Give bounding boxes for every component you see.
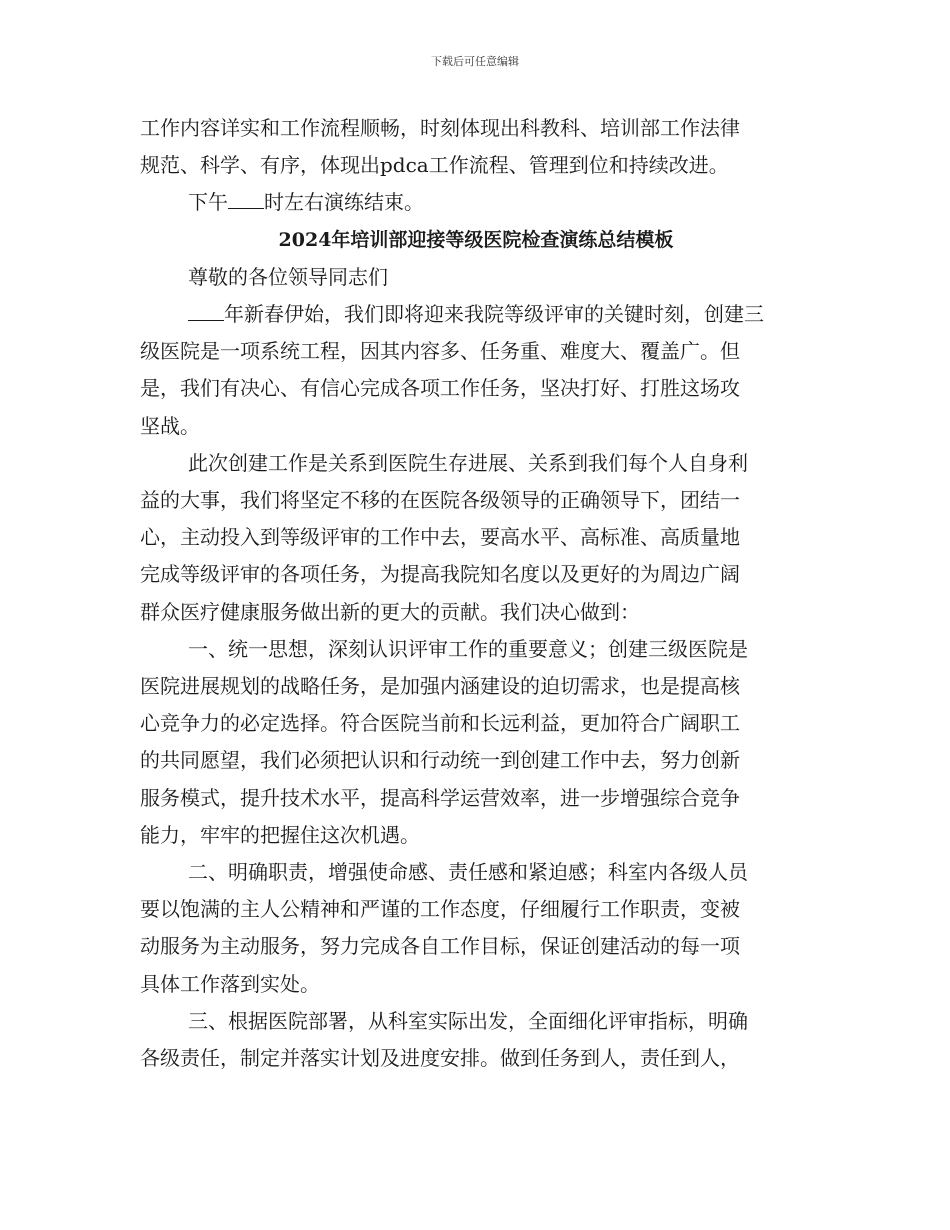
afternoon-line bbox=[140, 184, 812, 221]
fill-in-blank bbox=[188, 302, 224, 321]
text-line: 完成等级评审的各项任务，为提高我院知名度以及更好的为周边广阔 bbox=[140, 562, 740, 587]
text-fragment: 下午 bbox=[188, 190, 228, 215]
text-line: 各级责任，制定并落实计划及进度安排。做到任务到人，责任到人， bbox=[140, 1046, 740, 1071]
text-fragment: 年新春伊始，我们即将迎来我院等级评审的关键时刻，创建三 bbox=[224, 302, 764, 327]
text-line: 一、统一思想，深刻认识评审工作的重要意义；创建三级医院是 bbox=[188, 636, 748, 661]
paragraph-2 bbox=[140, 445, 812, 631]
text-line: 的共同愿望，我们必须把认识和行动统一到创建工作中去，努力创新 bbox=[140, 748, 740, 773]
text-fragment: 时左右演练结束。 bbox=[264, 190, 424, 215]
text-line: 是，我们有决心、有信心完成各项工作任务，坚决打好、打胜这场攻 bbox=[140, 376, 740, 401]
text-line: 益的大事，我们将坚定不移的在医院各级领导的正确领导下，团结一 bbox=[140, 488, 740, 513]
document-title: 2024年培训部迎接等级医院检查演练总结模板 bbox=[278, 228, 674, 251]
text-line: 二、明确职责，增强使命感、责任感和紧迫感；科室内各级人员 bbox=[188, 860, 748, 885]
fill-in-blank bbox=[228, 190, 264, 209]
text-line: 能力，牢牢的把握住这次机遇。 bbox=[140, 822, 420, 847]
text-line: 服务模式，提升技术水平，提高科学运营效率，进一步增强综合竞争 bbox=[140, 785, 740, 810]
text-line: 要以饱满的主人公精神和严谨的工作态度，仔细履行工作职责，变被 bbox=[140, 897, 740, 922]
paragraph-5 bbox=[140, 1003, 812, 1077]
text-line: 工作内容详实和工作流程顺畅，时刻体现出科教科、培训部工作法律 bbox=[140, 116, 740, 140]
text-line: 坚战。 bbox=[140, 413, 200, 438]
text-line: 医院进展规划的战略任务，是加强内涵建设的迫切需求，也是提高核 bbox=[140, 674, 740, 699]
intro-paragraph bbox=[140, 110, 812, 184]
text-line: 动服务为主动服务，努力完成各自工作目标，保证创建活动的每一项 bbox=[140, 934, 740, 959]
document-body bbox=[140, 110, 812, 1077]
text-line: 三、根据医院部署，从科室实际出发，全面细化评审指标，明确 bbox=[188, 1008, 748, 1033]
page-header: 下载后可任意编辑 bbox=[431, 55, 519, 68]
text-line bbox=[140, 296, 812, 333]
text-line: 心，主动投入到等级评审的工作中去，要高水平、高标准、高质量地 bbox=[140, 525, 740, 550]
text-line: 规范、科学、有序，体现出pdca工作流程、管理到位和持续改进。 bbox=[140, 153, 729, 178]
salutation: 尊敬的各位领导同志们 bbox=[188, 264, 388, 289]
text-line: 级医院是一项系统工程，因其内容多、任务重、难度大、覆盖广。但 bbox=[140, 339, 740, 364]
text-line: 心竞争力的必定选择。符合医院当前和长远利益，更加符合广阔职工 bbox=[140, 711, 740, 736]
text-line: 此次创建工作是关系到医院生存进展、关系到我们每个人自身利 bbox=[188, 450, 748, 475]
text-line: 群众医疗健康服务做出新的更大的贡献。我们决心做到： bbox=[140, 599, 640, 624]
paragraph-4 bbox=[140, 854, 812, 1003]
text-line: 具体工作落到实处。 bbox=[140, 971, 320, 996]
paragraph-3 bbox=[140, 631, 812, 854]
paragraph-1 bbox=[140, 296, 812, 445]
